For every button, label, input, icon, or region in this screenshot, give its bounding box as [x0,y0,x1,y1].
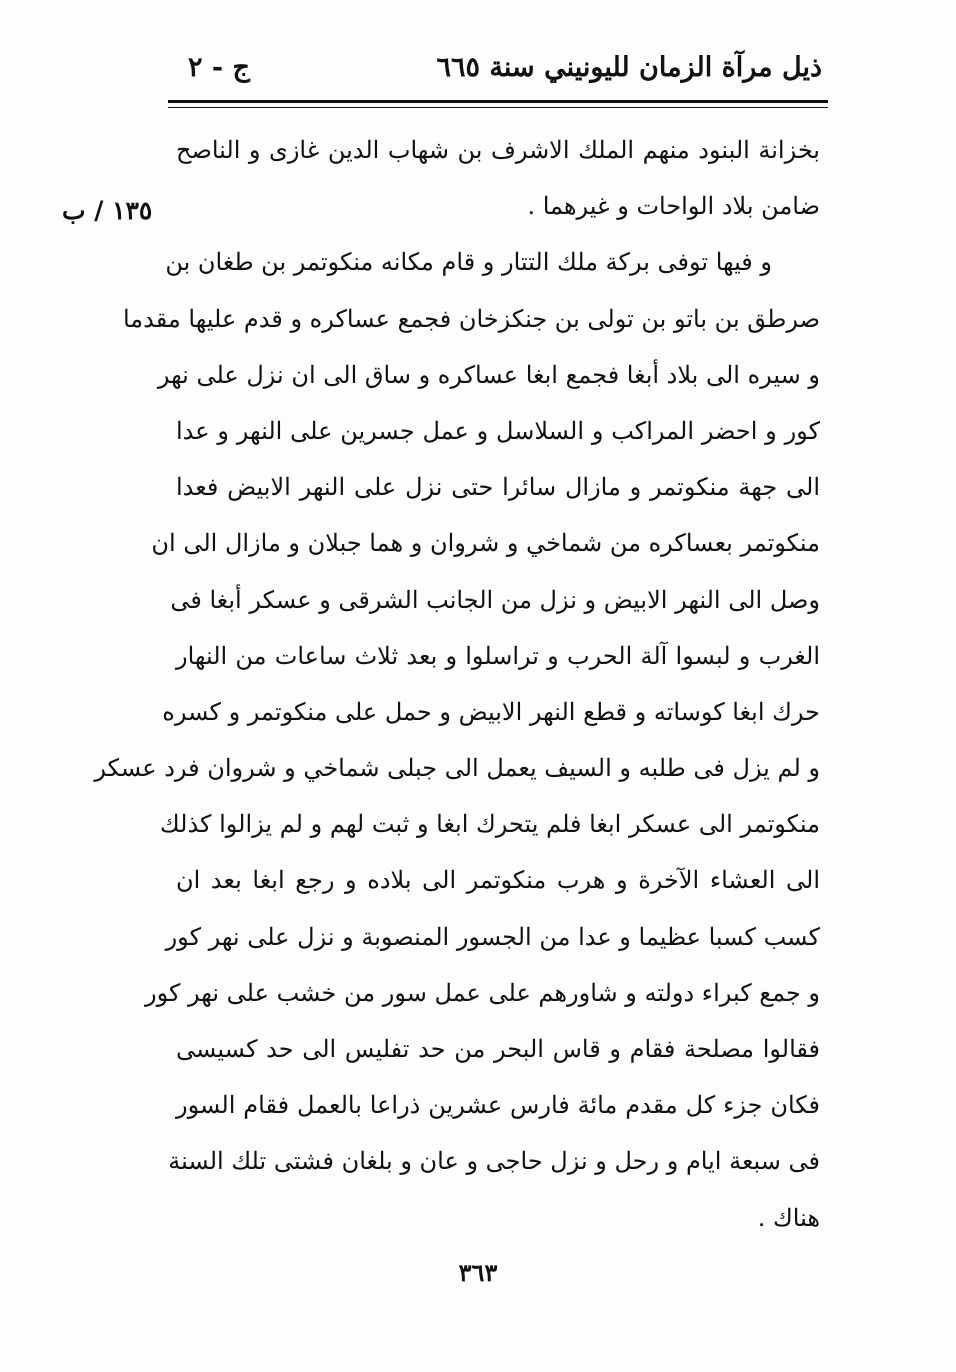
text-line: حرك ابغا كوساته و قطع النهر الابيض و حمل على منكوتمر و كسره [162,697,820,726]
text-line: وصل الى النهر الابيض و نزل من الجانب الشرقى و عسكر أبغا فى [170,585,820,614]
text-line: و سيره الى بلاد أبغا فجمع ابغا عساكره و ساق الى ان نزل على نهر [157,360,820,389]
header-rule-thick [168,100,828,103]
text-line: فى سبعة ايام و رحل و نزل حاجى و عان و بلغان فشتى تلك السنة [168,1147,820,1176]
text-line: صرطق بن باتو بن تولى بن جنكزخان فجمع عساكره و قدم عليها مقدما [122,304,820,333]
text-line: منكوتمر بعساكره من شماخي و شروان و هما جبلان و مازال الى ان [151,529,820,558]
text-line: الى جهة منكوتمر و مازال سائرا حتى نزل على النهر الابيض فعدا [176,473,820,502]
text-line: و فيها توفى بركة ملك التتار و قام مكانه منكوتمر بن طغان بن [165,248,772,277]
text-line: الغرب و لبسوا آلة الحرب و تراسلوا و بعد ثلاث ساعات من النهار [176,641,820,670]
header-rule-thin [168,107,828,108]
running-header [170,52,822,98]
text-line: فقالوا مصلحة فقام و قاس البحر من حد تفليس الى حد كسيسى [176,1035,820,1063]
text-line: و لم يزل فى طلبه و السيف يعمل الى جبلى شماخي و شروان فرد عسكر [94,754,820,783]
margin-folio-note: ١٣٥ / ب [62,196,153,225]
text-line: منكوتمر الى عسكر ابغا فلم يتحرك ابغا و ثبت لهم و لم يزالوا كذلك [159,810,820,839]
text-line: بخزانة البنود منهم الملك الاشرف بن شهاب الدين غازى و الناصح [176,136,820,164]
text-line: كسب كسبا عظيما و عدا من الجسور المنصوبة و نزل على نهر كور [165,922,820,951]
text-line: ضامن بلاد الواحات و غيرهما . [527,192,820,221]
text-line: الى العشاء الآخرة و هرب منكوتمر الى بلاده و رجع ابغا بعد ان [176,866,820,895]
text-line: و جمع كبراء دولته و شاورهم على عمل سور من خشب على نهر كور [145,978,820,1007]
page-number: ٣٦٣ [458,1258,498,1287]
text-line: هناك . [757,1203,820,1232]
text-line: فكان جزء كل مقدم مائة فارس عشرين ذراعا بالعمل فقام السور [176,1091,820,1120]
text-line: كور و احضر المراكب و السلاسل و عمل جسرين على النهر و عدا [176,416,820,445]
header-volume: ج - ٢ [188,52,250,83]
header-title: ذيل مرآة الزمان لليونيني سنة ٦٦٥ [436,52,822,83]
